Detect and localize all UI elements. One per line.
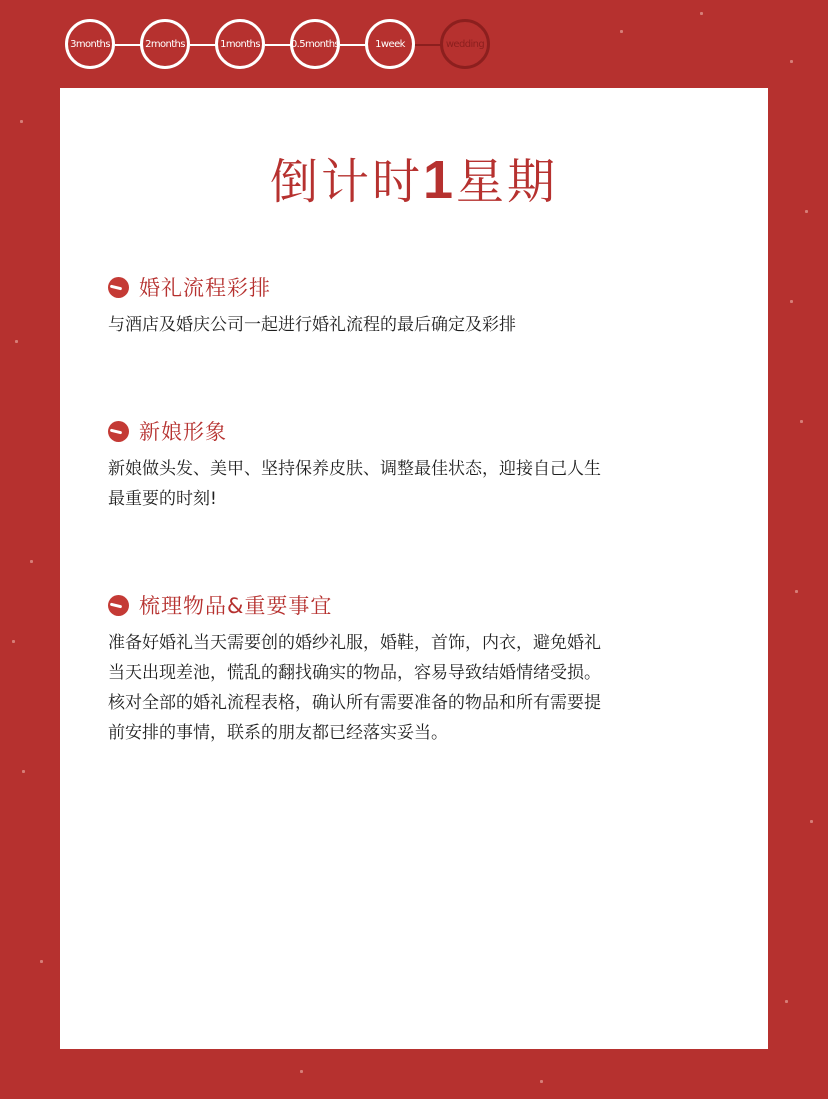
- bullet-icon: [108, 595, 129, 616]
- timeline-step-wedding: wedding: [440, 19, 490, 69]
- body-line: 准备好婚礼当天需要创的婚纱礼服，婚鞋，首饰，内衣，避免婚礼: [108, 633, 601, 653]
- bullet-icon: [108, 421, 129, 442]
- timeline-step-0-5months: 0.5months: [290, 19, 340, 69]
- content-card: [60, 88, 768, 1049]
- body-line: 与酒店及婚庆公司一起进行婚礼流程的最后确定及彩排: [108, 315, 516, 335]
- timeline-connector: [190, 44, 218, 46]
- body-line: 前安排的事情，联系的朋友都已经落实妥当。: [108, 723, 448, 743]
- countdown-timeline: [0, 0, 828, 90]
- section-header: [108, 271, 708, 303]
- section-title: 新娘形象: [139, 420, 227, 444]
- timeline-step-3months: 3months: [65, 19, 115, 69]
- timeline-step-2months: 2months: [140, 19, 190, 69]
- section-rehearsal: [108, 271, 708, 340]
- body-line: 核对全部的婚礼流程表格，确认所有需要准备的物品和所有需要提: [108, 693, 601, 713]
- section-items-matters: [108, 589, 708, 748]
- section-body: [108, 628, 708, 748]
- bullet-icon: [108, 277, 129, 298]
- section-header: [108, 415, 708, 447]
- section-body: [108, 454, 708, 514]
- body-line: 新娘做头发、美甲、坚持保养皮肤、调整最佳状态，迎接自己人生: [108, 459, 601, 479]
- timeline-step-1months: 1months: [215, 19, 265, 69]
- section-header: [108, 589, 708, 621]
- timeline-connector: [415, 44, 443, 46]
- timeline-connector: [265, 44, 293, 46]
- section-bride-image: [108, 415, 708, 514]
- timeline-connector: [115, 44, 143, 46]
- body-line: 最重要的时刻!: [108, 489, 217, 509]
- timeline-connector: [340, 44, 368, 46]
- timeline-step-1week: 1week: [365, 19, 415, 69]
- body-line: 当天出现差池，慌乱的翻找确实的物品，容易导致结婚情绪受损。: [108, 663, 601, 683]
- section-body: [108, 310, 708, 340]
- page-title: 倒计时1星期: [269, 150, 559, 210]
- section-title: 梳理物品&重要事宜: [139, 594, 333, 618]
- section-title: 婚礼流程彩排: [139, 276, 271, 300]
